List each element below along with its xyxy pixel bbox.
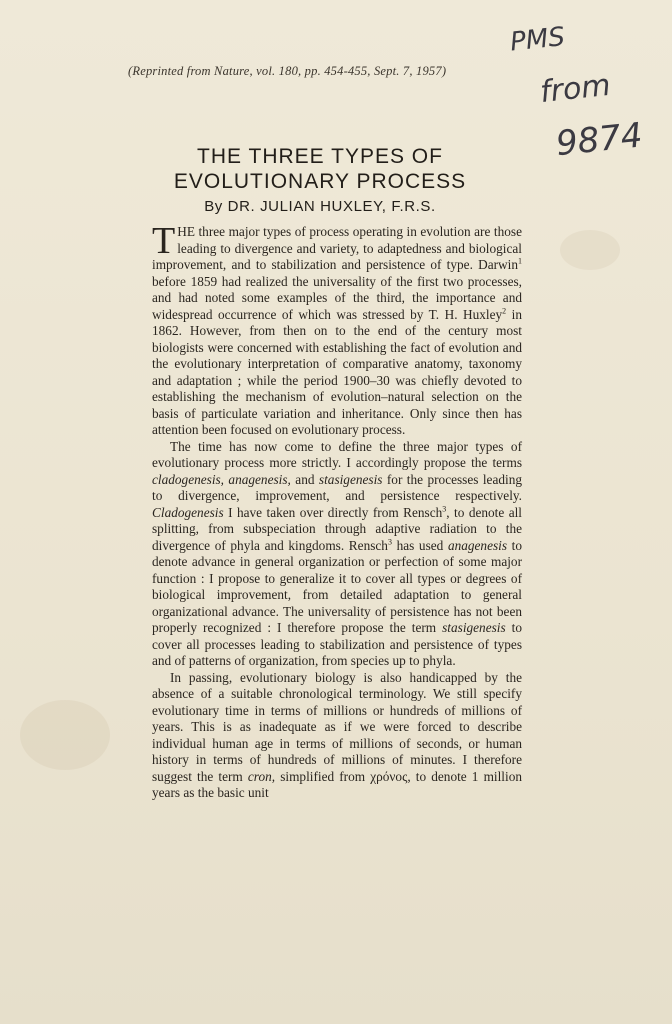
text-run: and [290, 471, 319, 487]
paper-stain [560, 230, 620, 270]
text-run: HE three major types of process operating in evolution are those leading to divergence and variety, to adaptedness and biological improvement, and to stabilization and persistence of type. Darwin [152, 224, 522, 272]
paragraph [152, 220, 522, 439]
handwritten-note [508, 10, 645, 166]
footnote-ref: 3 [387, 537, 392, 547]
term: cladogenesis, anagenesis, [152, 471, 291, 487]
title-line: EVOLUTIONARY PROCESS [173, 170, 467, 193]
text-run: The time has now come to define the three major types of evolutionary process more strictly. I accordingly propose the terms [152, 438, 522, 470]
text-run: , to denote all splitting, from subspeciation through adaptive radiation to the divergence of phyla and kingdoms. Rensch [152, 504, 522, 553]
text-run: in 1862. However, from then on to the end of the century most biologists were concerned with establishing the fact of evolution and the evolutionary interpretation of comparative anatomy, taxonomy and adaptation ; while the period 1900–30 was chiefly devoted to establishing the mechanism of evolution–natural selection on the basis of particulate variation and inheritance. Only since then has attention been focused on evolutionary process. [152, 306, 522, 437]
text-run: to cover all processes leading to stabilization and persistence of types and of patterns of organization, from species up to phyla. [152, 620, 522, 668]
term: stasigenesis [318, 471, 383, 487]
text-run: before 1859 had realized the universality of the first two processes, and had noted some examples of the third, the importance and widespread occurrence of which was stressed by T. H. Huxley [152, 273, 522, 322]
article-title [150, 144, 490, 194]
text-run: for the processes leading to divergence, improvement, and persistence respectively. [152, 471, 523, 503]
paragraph [152, 670, 522, 802]
paragraph [152, 439, 522, 670]
paper-stain [20, 700, 110, 770]
handwritten-line: from [538, 67, 613, 111]
footnote-ref: 2 [502, 306, 507, 316]
text-run: I have taken over directly from Rensch [223, 504, 443, 520]
term: anagenesis [447, 537, 508, 553]
term: Cladogenesis [152, 504, 224, 520]
handwritten-line: PMS [508, 22, 567, 58]
handwritten-line: 9874 [554, 115, 645, 165]
text-run: simplified from χρόνος, to denote 1 million years as the basic unit [152, 768, 522, 800]
reprint-note: (Reprinted from Nature, vol. 180, pp. 454-455, Sept. 7, 1957) [128, 64, 447, 78]
text-run: In passing, evolutionary biology is also handicapped by the absence of a suitable chronological terminology. We still specify evolutionary time in terms of millions or hundreds of millions of years. This is as inadequate as if we were forced to describe individual human age in terms of millions of seconds, or human history in terms of hundreds of millions of minutes. I therefore suggest the term [152, 669, 522, 784]
term: cron, [247, 768, 276, 784]
title-line: THE THREE TYPES OF [197, 145, 443, 168]
article-body [152, 220, 523, 802]
author-byline: By DR. JULIAN HUXLEY, F.R.S. [204, 198, 436, 215]
drop-cap: T [152, 220, 176, 262]
footnote-ref: 1 [518, 256, 522, 266]
footnote-ref: 3 [442, 504, 447, 514]
text-run: to denote advance in general organization or perfection of some major function : I propose to generalize it to cover all types or degrees of biological improvement, from detailed adaptation to general organizational advance. The universality of persistence has not been properly recognized : I therefore propose the term [152, 537, 522, 635]
term: stasigenesis [442, 620, 506, 635]
text-run: has used [391, 537, 448, 553]
